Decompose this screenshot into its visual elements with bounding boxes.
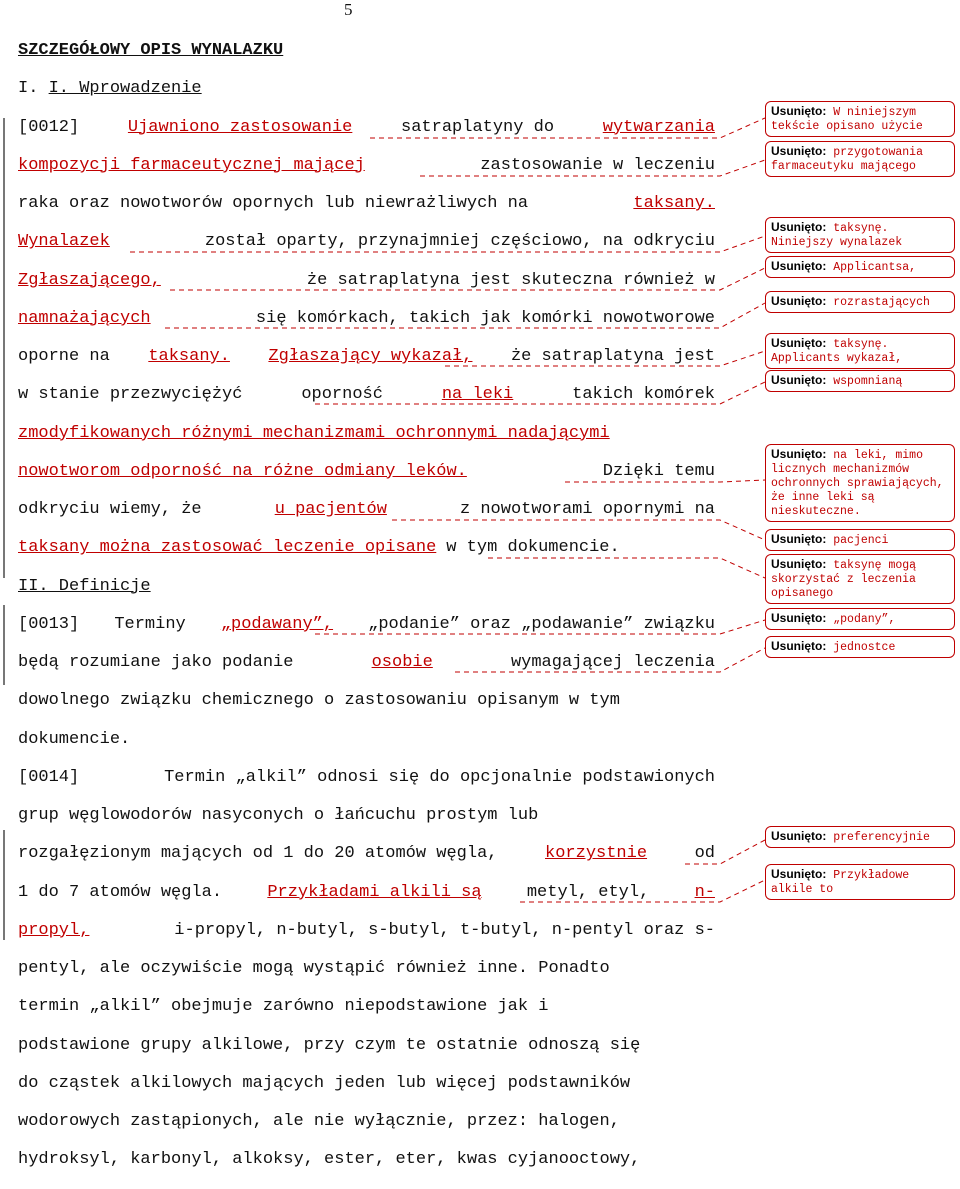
balloon-label: Usunięto: [771,557,827,571]
comment-balloon[interactable] [765,444,955,522]
comment-balloon[interactable] [765,101,955,137]
text: że satraplatyna jest skuteczna również w [306,270,715,290]
text: Termin „alkil” odnosi się do opcjonalnie podstawionych [164,767,715,787]
section-number: I. [18,79,49,99]
text: termin „alkil” obejmuje zarówno niepodstawione jak i [18,997,549,1017]
text: został oparty, przynajmniej częściowo, na odkryciu [204,232,715,252]
inserted-text: Wynalazek [18,232,110,252]
inserted-text: wytwarzania [602,117,715,137]
text: zastosowanie w leczeniu [480,155,715,175]
para-number: [0012] [18,117,80,137]
deleted-text: rozrastających [833,296,930,309]
balloon-label: Usunięto: [771,144,827,158]
text: dowolnego związku chemicznego o zastosowaniu opisanym w tym [18,691,620,711]
text: że satraplatyna jest [510,347,715,366]
inserted-text: propyl, [18,920,90,940]
deleted-text: taksynę mogą skorzystać z leczenia opisanego [771,559,917,600]
document-heading: SZCZEGÓŁOWY OPIS WYNALAZKU [18,41,284,60]
balloon-label: Usunięto: [771,373,827,387]
inserted-text: taksany. [148,347,230,366]
inserted-text: taksany. [633,194,715,213]
text: pentyl, ale oczywiście mogą wystąpić również inne. Ponadto [18,959,610,978]
balloon-label: Usunięto: [771,639,827,653]
balloon-label: Usunięto: [771,611,827,625]
deleted-text: przygotowania farmaceutyku mającego [771,146,923,173]
comment-balloon[interactable] [765,370,955,392]
text: w tym dokumencie. [446,538,620,558]
text: z nowotworami opornymi na [459,500,715,519]
comment-balloon[interactable] [765,636,955,658]
comment-balloon[interactable] [765,864,955,900]
inserted-text: zmodyfikowanych różnymi mechanizmami ochronnymi nadającymi [18,423,610,443]
inserted-text: kompozycji farmaceutycznej mającej [18,155,365,175]
comment-balloon[interactable] [765,529,955,551]
comment-balloon[interactable] [765,826,955,848]
inserted-text: nowotworom odporność na różne odmiany leków. [18,461,467,481]
deleted-text: Przykładowe alkile to [771,869,910,896]
deleted-text: W niniejszym tekście opisano użycie [771,106,923,133]
comment-balloon[interactable] [765,333,955,369]
text: raka oraz nowotworów opornych lub niewrażliwych na [18,194,529,213]
deleted-text: Applicantsa, [833,261,917,274]
text: satraplatyny do [401,117,555,137]
deleted-text: pacjenci [833,534,889,547]
balloon-label: Usunięto: [771,447,827,461]
inserted-text: n- [694,882,715,902]
comment-balloon[interactable] [765,256,955,278]
inserted-text: Przykładami alkili są [267,882,482,902]
text: grup węglowodorów nasyconych o łańcuchu prostym lub [18,806,539,825]
balloon-label: Usunięto: [771,104,827,118]
text: metyl, etyl, [526,882,650,902]
inserted-text: taksany można zastosować leczenie opisane [18,538,437,558]
text: się komórkach, takich jak komórki nowotworowe [255,308,715,328]
text: wymagającej leczenia [510,653,715,672]
balloon-label: Usunięto: [771,867,827,881]
text: hydroksyl, karbonyl, alkoksy, ester, eter, kwas cyjanooctowy, [18,1150,641,1170]
deleted-text: wspomnianą [833,375,903,388]
balloon-label: Usunięto: [771,829,827,843]
text: odkryciu wiemy, że [18,500,202,519]
text: oporność [301,385,383,405]
inserted-text: namnażających [18,308,151,328]
balloon-label: Usunięto: [771,220,827,234]
inserted-text: Ujawniono zastosowanie [127,117,353,137]
text: „podanie” oraz „podawanie” związku [368,614,715,634]
deleted-text: preferencyjnie [833,831,930,844]
section-definitions-title: II. Definicje [18,576,151,596]
text: oporne na [18,347,110,366]
text: i-propyl, n-butyl, s-butyl, t-butyl, n-pentyl oraz s- [174,920,715,940]
balloon-label: Usunięto: [771,294,827,308]
text: takich komórek [572,385,715,405]
balloon-label: Usunięto: [771,259,827,273]
para-number: [0013] [18,614,80,634]
text: od [694,844,715,864]
inserted-text: u pacjentów [274,500,387,519]
text: do cząstek alkilowych mających jeden lub więcej podstawników [18,1073,631,1093]
deleted-text: taksynę. Niniejszy wynalazek [771,222,903,249]
deleted-text: na leki, mimo licznych mechanizmów ochronnych sprawiających, że inne leki są nieskuteczne. [771,449,944,518]
page-number: 5 [344,0,353,19]
text: Dzięki temu [602,461,715,481]
comment-balloon[interactable] [765,291,955,313]
inserted-text: na leki [441,385,514,405]
balloon-label: Usunięto: [771,532,827,546]
text: rozgałęzionym mających od 1 do 20 atomów węgla, [18,844,498,864]
inserted-text: Zgłaszającego, [18,270,161,290]
text: 1 do 7 atomów węgla. [18,882,223,902]
comment-balloon[interactable] [765,608,955,630]
text: wodorowych zastąpionych, ale nie wyłącznie, przez: halogen, [18,1112,620,1131]
inserted-text: osobie [371,653,433,672]
inserted-text: Zgłaszający wykazał, [268,347,473,366]
inserted-text: korzystnie [545,844,648,864]
comment-balloon[interactable] [765,141,955,177]
comment-balloon[interactable] [765,217,955,253]
para-number: [0014] [18,767,80,787]
deleted-text: taksynę. Applicants wykazał, [771,338,903,365]
inserted-text: „podawany”, [220,614,334,634]
comment-balloon[interactable] [765,554,955,604]
deleted-text: „podany”, [833,613,896,626]
text: w stanie przezwyciężyć [18,385,243,405]
text: będą rozumiane jako podanie [18,653,294,672]
text: Terminy [114,614,186,634]
balloon-label: Usunięto: [771,336,827,350]
text: dokumencie. [18,729,131,749]
section-intro-title: I. Wprowadzenie [48,79,202,99]
deleted-text: jednostce [833,641,896,654]
text: podstawione grupy alkilowe, przy czym te ostatnie odnoszą się [18,1035,641,1055]
